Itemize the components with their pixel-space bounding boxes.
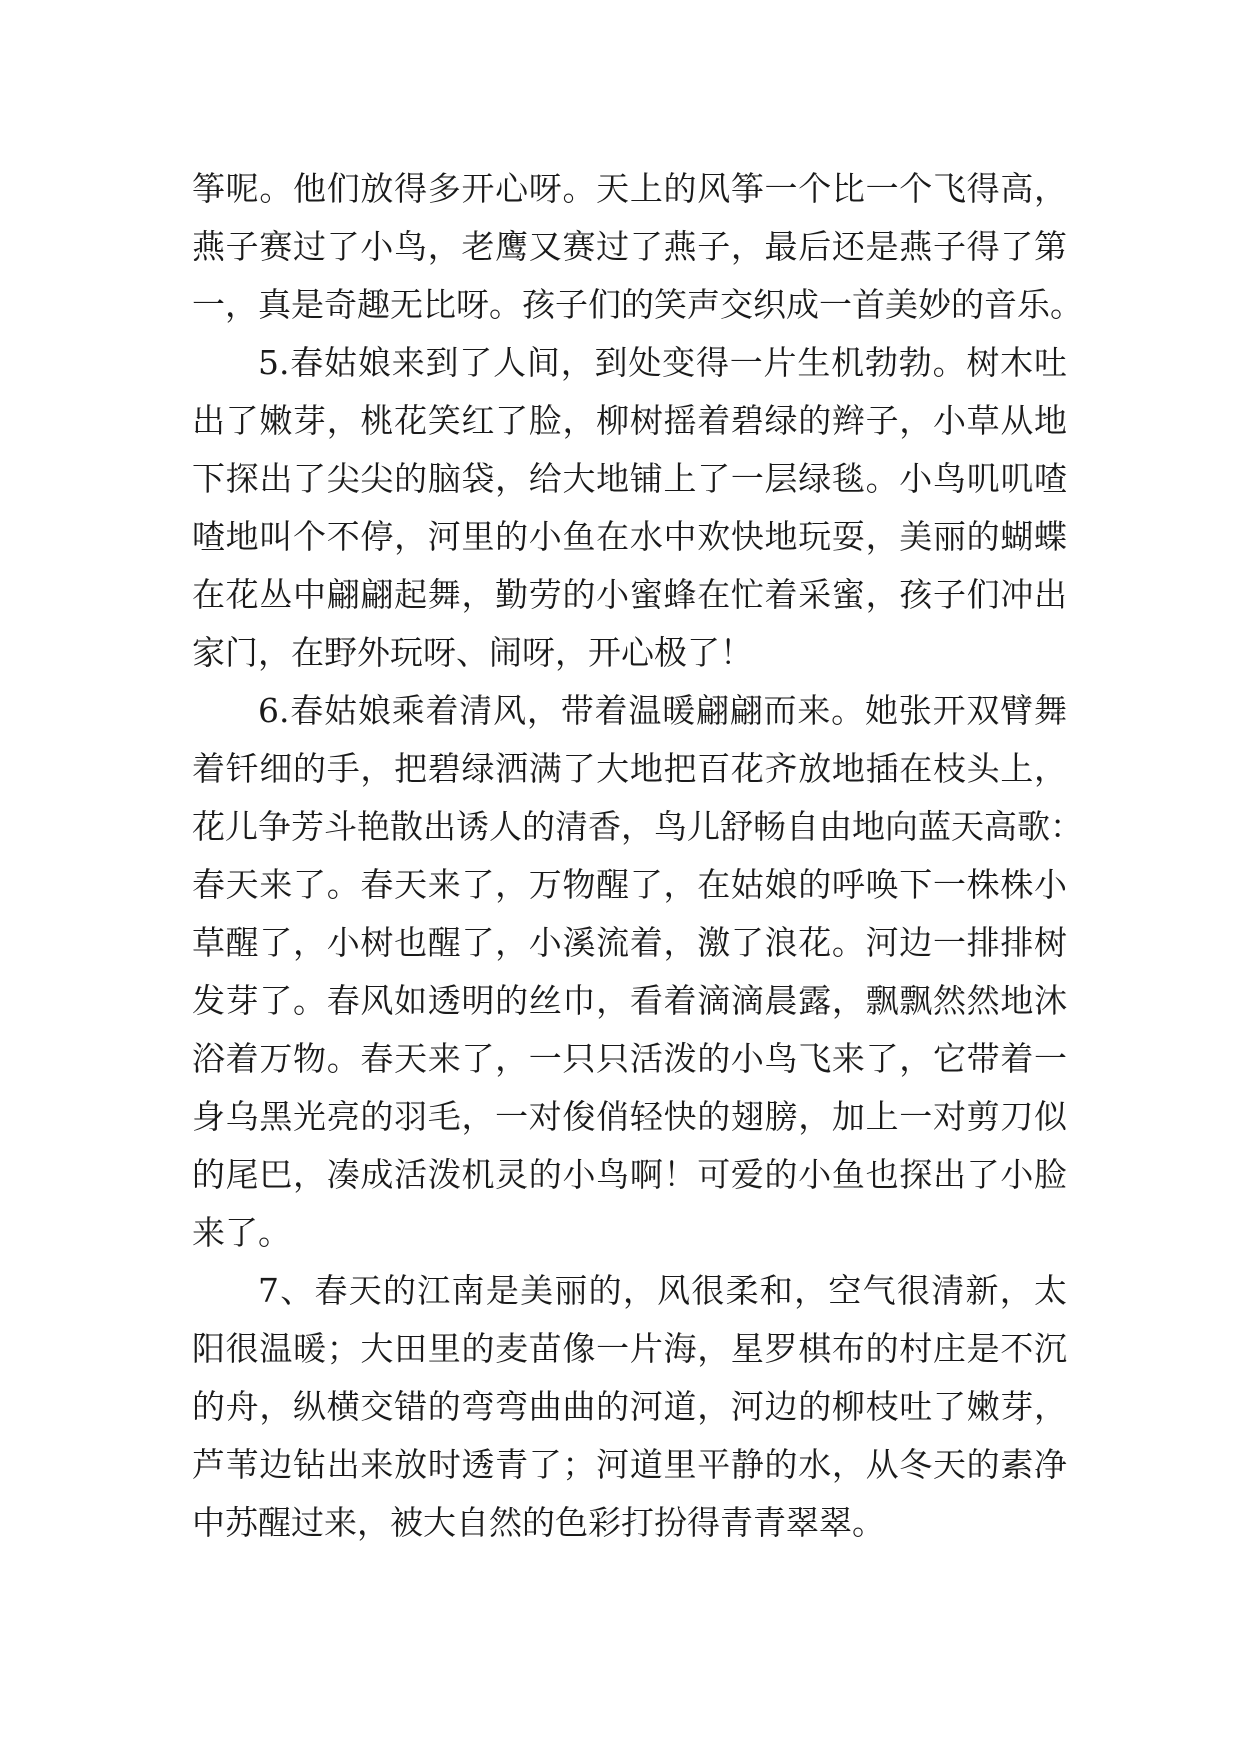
paragraph-5-start: 5.春姑娘来到了人间，到处变得一片生机勃勃。树木吐 <box>258 343 1067 382</box>
text-line: 一，真是奇趣无比呀。孩子们的笑声交织成一首美妙的音乐。 <box>192 285 1083 324</box>
text-line: 浴着万物。春天来了，一只只活泼的小鸟飞来了，它带着一 <box>192 1039 1067 1078</box>
text-line: 家门，在野外玩呀、闹呀，开心极了！ <box>192 633 753 672</box>
text-line: 中苏醒过来，被大自然的色彩打扮得青青翠翠。 <box>192 1503 885 1542</box>
paragraph-7-start: 7、春天的江南是美丽的，风很柔和，空气很清新，太 <box>258 1271 1067 1310</box>
text-line: 来了。 <box>192 1213 291 1252</box>
text-line: 筝呢。他们放得多开心呀。天上的风筝一个比一个飞得高， <box>192 169 1067 208</box>
text-line: 着钎细的手，把碧绿洒满了大地把百花齐放地插在枝头上， <box>192 749 1067 788</box>
text-line: 的尾巴，凑成活泼机灵的小鸟啊！可爱的小鱼也探出了小脸 <box>192 1155 1067 1194</box>
text-line: 的舟，纵横交错的弯弯曲曲的河道，河边的柳枝吐了嫩芽， <box>192 1387 1067 1426</box>
text-line: 花儿争芳斗艳散出诱人的清香，鸟儿舒畅自由地向蓝天高歌： <box>192 807 1083 846</box>
text-line: 草醒了，小树也醒了，小溪流着，激了浪花。河边一排排树 <box>192 923 1067 962</box>
body-text <box>192 160 1083 1552</box>
text-line: 喳地叫个不停，河里的小鱼在水中欢快地玩耍，美丽的蝴蝶 <box>192 517 1067 556</box>
text-line: 出了嫩芽，桃花笑红了脸，柳树摇着碧绿的辫子，小草从地 <box>192 401 1067 440</box>
text-line: 阳很温暖；大田里的麦苗像一片海，星罗棋布的村庄是不沉 <box>192 1329 1067 1368</box>
text-line: 在花丛中翩翩起舞，勤劳的小蜜蜂在忙着采蜜，孩子们冲出 <box>192 575 1067 614</box>
text-line: 燕子赛过了小鸟，老鹰又赛过了燕子，最后还是燕子得了第 <box>192 227 1067 266</box>
text-line: 春天来了。春天来了，万物醒了，在姑娘的呼唤下一株株小 <box>192 865 1067 904</box>
text-line: 发芽了。春风如透明的丝巾，看着滴滴晨露，飘飘然然地沐 <box>192 981 1067 1020</box>
paragraph-6-start: 6.春姑娘乘着清风，带着温暖翩翩而来。她张开双臂舞 <box>258 691 1067 730</box>
text-line: 下探出了尖尖的脑袋，给大地铺上了一层绿毯。小鸟叽叽喳 <box>192 459 1067 498</box>
text-line: 身乌黑光亮的羽毛，一对俊俏轻快的翅膀，加上一对剪刀似 <box>192 1097 1067 1136</box>
text-line: 芦苇边钻出来放时透青了；河道里平静的水，从冬天的素净 <box>192 1445 1067 1484</box>
